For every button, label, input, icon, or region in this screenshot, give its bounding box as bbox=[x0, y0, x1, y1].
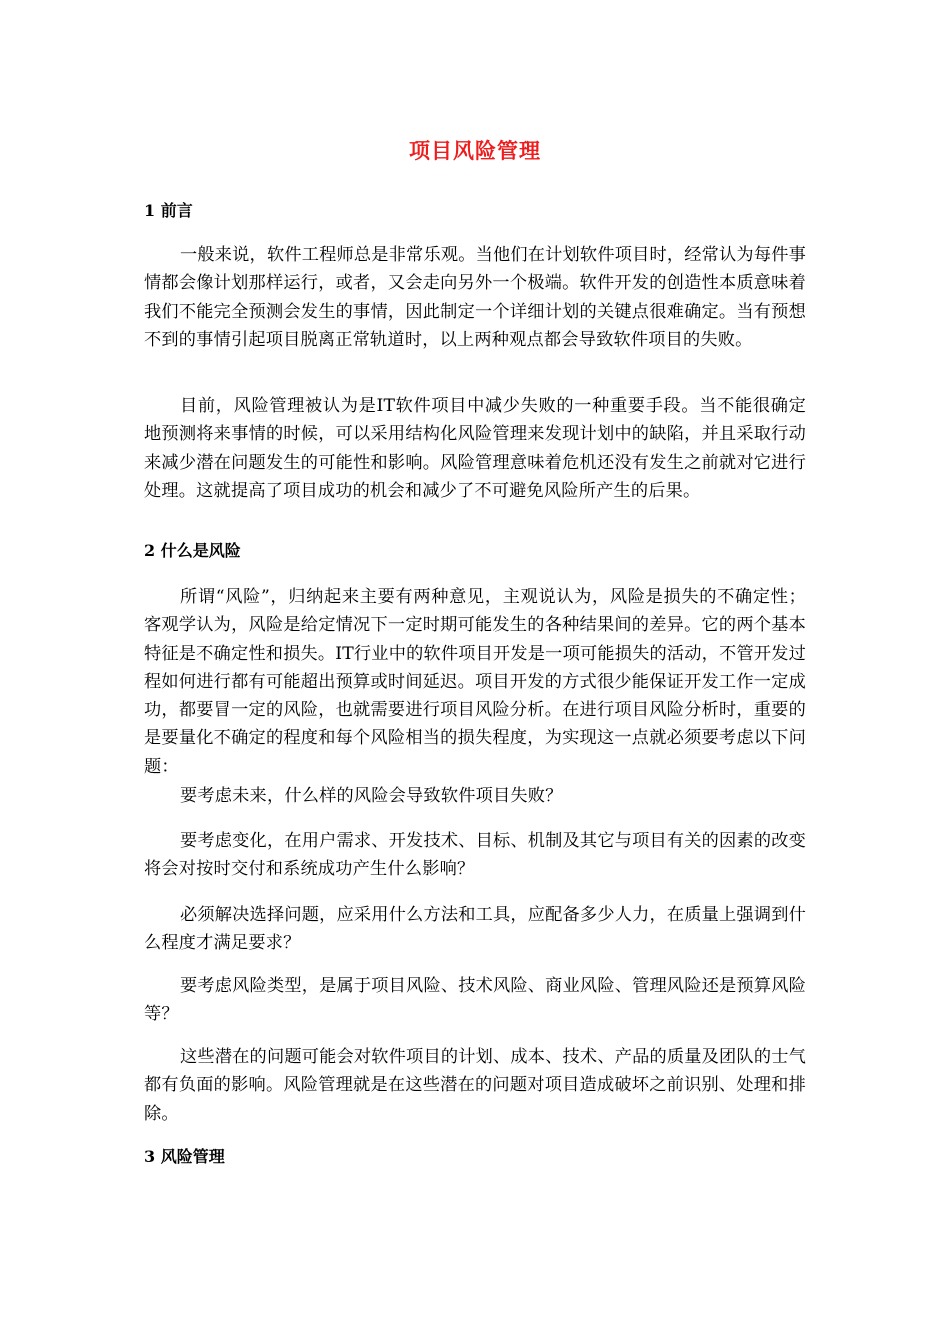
section-1-paragraph-2: 目前，风险管理被认为是IT软件项目中减少失败的一种重要手段。当不能很确定地预测将来事情的时候，可以采用结构化风险管理来发现计划中的缺陷，并且采取行动来减少潜在问题发生的可能性和影响。风险管理意味着危机还没有发生之前就对它进行处理。这就提高了项目成功的机会和减少了不可避免风险所产生的后果。 bbox=[144, 396, 806, 501]
section-heading-3: 3 风险管理 bbox=[144, 1147, 225, 1166]
section-2-paragraph-3: 要考虑变化，在用户需求、开发技术、目标、机制及其它与项目有关的因素的改变将会对按时交付和系统成功产生什么影响？ bbox=[144, 831, 806, 880]
section-2-paragraph-4: 必须解决选择问题，应采用什么方法和工具，应配备多少人力，在质量上强调到什么程度才满足要求？ bbox=[144, 905, 806, 954]
section-heading-1: 1 前言 bbox=[144, 201, 193, 220]
section-2-paragraph-2: 要考虑未来，什么样的风险会导致软件项目失败？ bbox=[180, 786, 563, 806]
section-1-paragraph-1: 一般来说，软件工程师总是非常乐观。当他们在计划软件项目时，经常认为每件事情都会像计划那样运行，或者，又会走向另外一个极端。软件开发的创造性本质意味着我们不能完全预测会发生的事情，因此制定一个详细计划的关键点很难确定。当有预想不到的事情引起项目脱离正常轨道时，以上两种观点都会导致软件项目的失败。 bbox=[144, 245, 806, 350]
section-2-paragraph-1: 所谓“风险”，归纳起来主要有两种意见，主观说认为，风险是损失的不确定性；客观学认为，风险是给定情况下一定时期可能发生的各种结果间的差异。它的两个基本特征是不确定性和损失。IT行业中的软件项目开发是一项可能损失的活动，不管开发过程如何进行都有可能超出预算或时间延迟。项目开发的方式很少能保证开发工作一定成功，都要冒一定的风险，也就需要进行项目风险分析。在进行项目风险分析时，重要的是要量化不确定的程度和每个风险相当的损失程度，为实现这一点就必须要考虑以下问题： bbox=[144, 587, 806, 777]
document-title: 项目风险管理 bbox=[409, 138, 541, 163]
section-2-paragraph-6: 这些潜在的问题可能会对软件项目的计划、成本、技术、产品的质量及团队的士气都有负面的影响。风险管理就是在这些潜在的问题对项目造成破坏之前识别、处理和排除。 bbox=[144, 1047, 806, 1124]
section-2-paragraph-5: 要考虑风险类型，是属于项目风险、技术风险、商业风险、管理风险还是预算风险等？ bbox=[144, 976, 806, 1025]
section-heading-2: 2 什么是风险 bbox=[144, 541, 241, 560]
